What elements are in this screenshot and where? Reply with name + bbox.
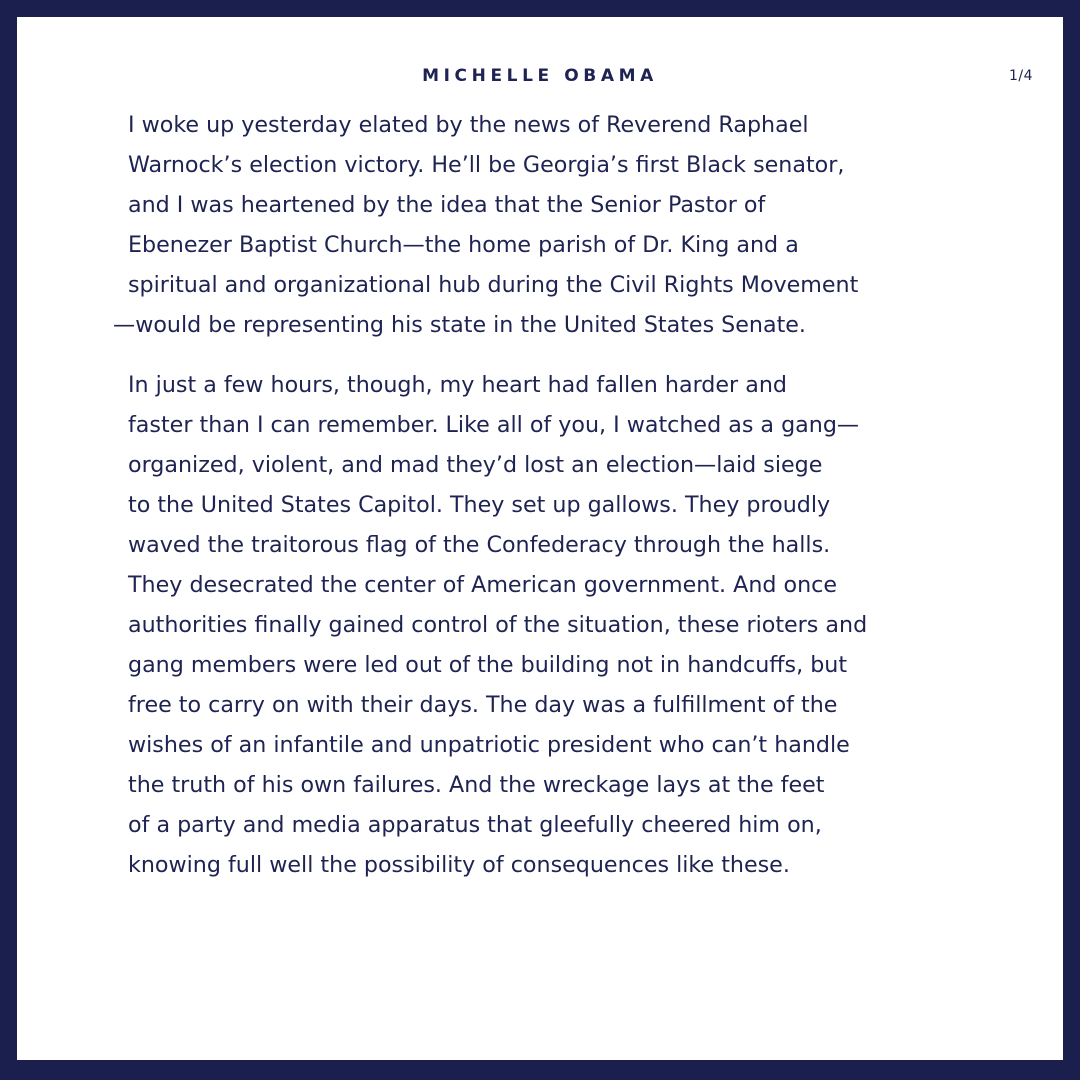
text-line: faster than I can remember. Like all of you, I watched as a gang— <box>128 412 860 438</box>
text-line: the truth of his own failures. And the wreckage lays at the feet <box>128 772 825 798</box>
text-line: authorities finally gained control of the situation, these rioters and <box>128 612 868 638</box>
text-line: and I was heartened by the idea that the Senior Pastor of <box>128 192 766 218</box>
text-line: to the United States Capitol. They set up gallows. They proudly <box>128 492 831 518</box>
text-line: of a party and media apparatus that gleefully cheered him on, <box>128 812 822 838</box>
text-line: Ebenezer Baptist Church—the home parish of Dr. King and a <box>128 232 799 258</box>
page-indicator: 1/4 <box>1008 68 1033 84</box>
text-line: —would be representing his state in the United States Senate. <box>113 312 806 338</box>
post-card <box>17 17 1063 1060</box>
text-line: spiritual and organizational hub during the Civil Rights Movement <box>128 272 859 298</box>
text-line: Warnock’s election victory. He’ll be Georgia’s first Black senator, <box>128 152 845 178</box>
paragraph-1 <box>113 105 968 345</box>
statement-body <box>113 105 968 885</box>
text-line: In just a few hours, though, my heart had fallen harder and <box>128 372 787 398</box>
paragraph-2 <box>128 365 968 885</box>
text-line: wishes of an infantile and unpatriotic president who can’t handle <box>128 732 850 758</box>
text-line: gang members were led out of the building not in handcuffs, but <box>128 652 848 678</box>
text-line: free to carry on with their days. The day was a fulfillment of the <box>128 692 838 718</box>
text-line: I woke up yesterday elated by the news of Reverend Raphael <box>128 112 809 138</box>
author-title: MICHELLE OBAMA <box>422 66 658 86</box>
text-line: knowing full well the possibility of consequences like these. <box>128 852 790 878</box>
text-line: They desecrated the center of American government. And once <box>128 572 838 598</box>
text-line: organized, violent, and mad they’d lost an election—laid siege <box>128 452 823 478</box>
text-line: waved the traitorous flag of the Confederacy through the halls. <box>128 532 831 558</box>
